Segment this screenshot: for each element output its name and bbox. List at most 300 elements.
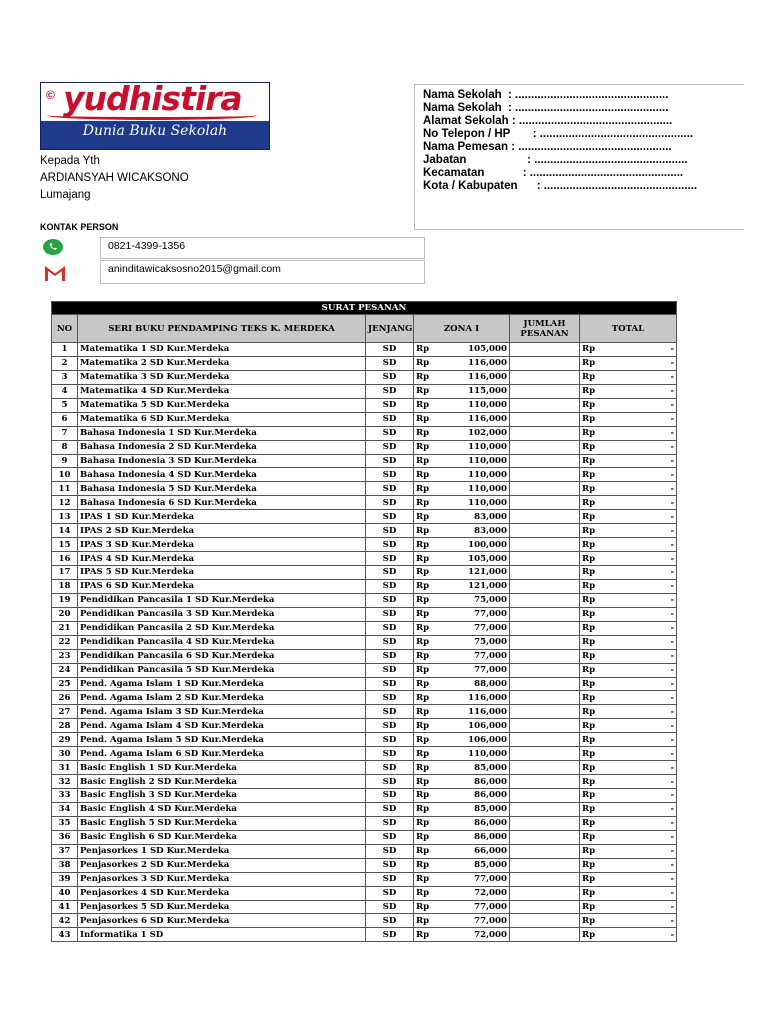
form-row-kota-kabupaten: Kota / Kabupaten : ................................................ [423, 180, 698, 192]
table-row [52, 886, 677, 900]
recipient-city: Lumajang [40, 189, 91, 201]
total-currency: Rp [582, 748, 596, 759]
total-currency: Rp [582, 511, 596, 522]
row-price [414, 343, 510, 357]
price-currency: Rp [416, 483, 430, 494]
table-row [52, 538, 677, 552]
total-value: - [670, 915, 675, 926]
row-price [414, 566, 510, 580]
total-currency: Rp [582, 706, 596, 717]
price-value: 110,000 [468, 748, 507, 759]
quantity-input[interactable] [510, 872, 580, 886]
total-currency: Rp [582, 442, 596, 453]
row-jenjang: SD [366, 593, 414, 607]
quantity-input[interactable] [510, 426, 580, 440]
row-jenjang: SD [366, 802, 414, 816]
price-currency: Rp [416, 539, 430, 550]
total-value: - [670, 539, 675, 550]
order-table-body [52, 343, 677, 942]
row-total [580, 482, 677, 496]
row-number: 39 [52, 872, 78, 886]
row-number: 7 [52, 426, 78, 440]
row-number: 37 [52, 844, 78, 858]
total-value: - [670, 609, 675, 620]
price-currency: Rp [416, 469, 430, 480]
quantity-input[interactable] [510, 593, 580, 607]
form-row-jabatan: Jabatan : ................................................ [423, 154, 688, 166]
book-title: Bahasa Indonesia 4 SD Kur.Merdeka [78, 468, 366, 482]
price-currency: Rp [416, 734, 430, 745]
total-value: - [670, 818, 675, 829]
row-jenjang: SD [366, 691, 414, 705]
table-row [52, 635, 677, 649]
row-price [414, 621, 510, 635]
row-price [414, 593, 510, 607]
total-currency: Rp [582, 539, 596, 550]
row-jenjang: SD [366, 370, 414, 384]
table-row [52, 858, 677, 872]
price-value: 83,000 [474, 511, 507, 522]
book-title: Pendidikan Pancasila 6 SD Kur.Merdeka [78, 649, 366, 663]
table-row [52, 524, 677, 538]
quantity-input[interactable] [510, 747, 580, 761]
row-price [414, 677, 510, 691]
row-jenjang: SD [366, 719, 414, 733]
row-jenjang: SD [366, 566, 414, 580]
total-value: - [670, 581, 675, 592]
row-price [414, 579, 510, 593]
price-value: 116,000 [468, 372, 507, 383]
quantity-input[interactable] [510, 412, 580, 426]
quantity-input[interactable] [510, 370, 580, 384]
row-number: 23 [52, 649, 78, 663]
price-currency: Rp [416, 414, 430, 425]
quantity-input[interactable] [510, 705, 580, 719]
table-row [52, 789, 677, 803]
row-price [414, 858, 510, 872]
total-currency: Rp [582, 428, 596, 439]
price-value: 77,000 [474, 609, 507, 620]
book-title: IPAS 6 SD Kur.Merdeka [78, 579, 366, 593]
row-total [580, 398, 677, 412]
row-number: 1 [52, 343, 78, 357]
row-price [414, 649, 510, 663]
header-series: SERI BUKU PENDAMPING TEKS K. MERDEKA [78, 315, 366, 343]
total-value: - [670, 442, 675, 453]
price-currency: Rp [416, 567, 430, 578]
table-row [52, 900, 677, 914]
total-value: - [670, 804, 675, 815]
table-row [52, 747, 677, 761]
quantity-input[interactable] [510, 775, 580, 789]
total-value: - [670, 623, 675, 634]
table-title-row [52, 302, 677, 315]
total-currency: Rp [582, 915, 596, 926]
row-number: 15 [52, 538, 78, 552]
price-currency: Rp [416, 637, 430, 648]
row-number: 27 [52, 705, 78, 719]
row-jenjang: SD [366, 886, 414, 900]
total-currency: Rp [582, 720, 596, 731]
price-value: 105,000 [468, 344, 507, 355]
row-number: 24 [52, 663, 78, 677]
total-currency: Rp [582, 665, 596, 676]
quantity-input[interactable] [510, 454, 580, 468]
book-title: Pendidikan Pancasila 4 SD Kur.Merdeka [78, 635, 366, 649]
price-value: 115,000 [468, 386, 507, 397]
quantity-input[interactable] [510, 621, 580, 635]
row-total [580, 538, 677, 552]
row-jenjang: SD [366, 496, 414, 510]
total-value: - [670, 414, 675, 425]
row-number: 3 [52, 370, 78, 384]
row-jenjang: SD [366, 426, 414, 440]
total-value: - [670, 386, 675, 397]
price-value: 102,000 [468, 428, 507, 439]
row-price [414, 747, 510, 761]
row-number: 30 [52, 747, 78, 761]
row-jenjang: SD [366, 663, 414, 677]
price-value: 77,000 [474, 665, 507, 676]
total-currency: Rp [582, 567, 596, 578]
quantity-input[interactable] [510, 663, 580, 677]
price-currency: Rp [416, 665, 430, 676]
price-value: 75,000 [474, 637, 507, 648]
total-value: - [670, 901, 675, 912]
header-total: TOTAL [580, 315, 677, 343]
quantity-input[interactable] [510, 649, 580, 663]
book-title: IPAS 1 SD Kur.Merdeka [78, 510, 366, 524]
table-row [52, 356, 677, 370]
book-title: Basic English 4 SD Kur.Merdeka [78, 802, 366, 816]
total-currency: Rp [582, 874, 596, 885]
row-number: 10 [52, 468, 78, 482]
row-number: 35 [52, 816, 78, 830]
table-row [52, 496, 677, 510]
price-currency: Rp [416, 651, 430, 662]
row-total [580, 705, 677, 719]
quantity-input[interactable] [510, 496, 580, 510]
total-currency: Rp [582, 455, 596, 466]
quantity-input[interactable] [510, 384, 580, 398]
table-row [52, 802, 677, 816]
quantity-input[interactable] [510, 886, 580, 900]
row-number: 42 [52, 914, 78, 928]
quantity-input[interactable] [510, 900, 580, 914]
table-row [52, 482, 677, 496]
row-total [580, 635, 677, 649]
quantity-input[interactable] [510, 468, 580, 482]
book-title: Pendidikan Pancasila 5 SD Kur.Merdeka [78, 663, 366, 677]
price-currency: Rp [416, 497, 430, 508]
book-title: Pend. Agama Islam 4 SD Kur.Merdeka [78, 719, 366, 733]
form-row-alamat-sekolah: Alamat Sekolah : ................................................ [423, 115, 673, 127]
book-title: Bahasa Indonesia 1 SD Kur.Merdeka [78, 426, 366, 440]
total-currency: Rp [582, 929, 596, 940]
row-jenjang: SD [366, 384, 414, 398]
price-value: 110,000 [468, 455, 507, 466]
book-title: Penjasorkes 6 SD Kur.Merdeka [78, 914, 366, 928]
price-value: 106,000 [468, 734, 507, 745]
book-title: Penjasorkes 2 SD Kur.Merdeka [78, 858, 366, 872]
price-value: 105,000 [468, 553, 507, 564]
row-price [414, 775, 510, 789]
total-value: - [670, 567, 675, 578]
quantity-input[interactable] [510, 440, 580, 454]
quantity-input[interactable] [510, 343, 580, 357]
contact-title: KONTAK PERSON [40, 222, 119, 232]
price-value: 116,000 [468, 692, 507, 703]
price-value: 110,000 [468, 400, 507, 411]
row-price [414, 552, 510, 566]
quantity-input[interactable] [510, 733, 580, 747]
row-jenjang: SD [366, 552, 414, 566]
price-value: 116,000 [468, 706, 507, 717]
total-currency: Rp [582, 888, 596, 899]
total-value: - [670, 678, 675, 689]
table-row [52, 510, 677, 524]
row-total [580, 677, 677, 691]
book-title: Bahasa Indonesia 3 SD Kur.Merdeka [78, 454, 366, 468]
row-jenjang: SD [366, 440, 414, 454]
row-total [580, 356, 677, 370]
row-price [414, 538, 510, 552]
row-jenjang: SD [366, 914, 414, 928]
total-value: - [670, 748, 675, 759]
price-value: 116,000 [468, 414, 507, 425]
table-row [52, 761, 677, 775]
row-jenjang: SD [366, 579, 414, 593]
total-value: - [670, 344, 675, 355]
row-jenjang: SD [366, 844, 414, 858]
quantity-input[interactable] [510, 579, 580, 593]
row-total [580, 816, 677, 830]
quantity-input[interactable] [510, 566, 580, 580]
price-value: 86,000 [474, 832, 507, 843]
row-price [414, 830, 510, 844]
quantity-input[interactable] [510, 761, 580, 775]
table-row [52, 775, 677, 789]
table-row [52, 691, 677, 705]
book-title: Pend. Agama Islam 6 SD Kur.Merdeka [78, 747, 366, 761]
price-value: 77,000 [474, 915, 507, 926]
price-value: 85,000 [474, 804, 507, 815]
row-jenjang: SD [366, 510, 414, 524]
total-value: - [670, 762, 675, 773]
row-price [414, 928, 510, 942]
total-value: - [670, 832, 675, 843]
price-value: 110,000 [468, 497, 507, 508]
total-value: - [670, 929, 675, 940]
row-jenjang: SD [366, 538, 414, 552]
row-number: 17 [52, 566, 78, 580]
header-zona: ZONA I [414, 315, 510, 343]
row-number: 21 [52, 621, 78, 635]
book-title: Matematika 3 SD Kur.Merdeka [78, 370, 366, 384]
row-number: 5 [52, 398, 78, 412]
total-currency: Rp [582, 553, 596, 564]
row-price [414, 872, 510, 886]
table-row [52, 677, 677, 691]
total-value: - [670, 469, 675, 480]
row-total [580, 691, 677, 705]
price-value: 86,000 [474, 776, 507, 787]
price-currency: Rp [416, 860, 430, 871]
row-number: 28 [52, 719, 78, 733]
row-number: 11 [52, 482, 78, 496]
table-header-row [52, 315, 677, 343]
quantity-input[interactable] [510, 538, 580, 552]
total-currency: Rp [582, 469, 596, 480]
price-value: 72,000 [474, 929, 507, 940]
price-currency: Rp [416, 720, 430, 731]
row-number: 18 [52, 579, 78, 593]
quantity-input[interactable] [510, 789, 580, 803]
price-currency: Rp [416, 386, 430, 397]
total-value: - [670, 874, 675, 885]
row-number: 9 [52, 454, 78, 468]
total-currency: Rp [582, 581, 596, 592]
row-total [580, 621, 677, 635]
book-title: Matematika 2 SD Kur.Merdeka [78, 356, 366, 370]
form-row-no-telepon: No Telepon / HP : ................................................ [423, 128, 694, 140]
order-table [51, 301, 677, 942]
row-total [580, 426, 677, 440]
price-currency: Rp [416, 846, 430, 857]
row-number: 12 [52, 496, 78, 510]
row-total [580, 844, 677, 858]
row-price [414, 802, 510, 816]
quantity-input[interactable] [510, 607, 580, 621]
book-title: IPAS 5 SD Kur.Merdeka [78, 566, 366, 580]
table-row [52, 579, 677, 593]
price-currency: Rp [416, 358, 430, 369]
book-title: Pend. Agama Islam 3 SD Kur.Merdeka [78, 705, 366, 719]
yudhistira-logo [40, 79, 270, 150]
quantity-input[interactable] [510, 524, 580, 538]
price-value: 88,000 [474, 678, 507, 689]
book-title: Matematika 5 SD Kur.Merdeka [78, 398, 366, 412]
book-title: Basic English 5 SD Kur.Merdeka [78, 816, 366, 830]
table-row [52, 649, 677, 663]
header-jumlah: JUMLAH PESANAN [510, 315, 580, 343]
row-total [580, 593, 677, 607]
quantity-input[interactable] [510, 928, 580, 942]
table-row [52, 928, 677, 942]
total-currency: Rp [582, 678, 596, 689]
quantity-input[interactable] [510, 552, 580, 566]
row-total [580, 343, 677, 357]
price-currency: Rp [416, 874, 430, 885]
book-title: Matematika 4 SD Kur.Merdeka [78, 384, 366, 398]
total-value: - [670, 888, 675, 899]
price-value: 86,000 [474, 818, 507, 829]
row-jenjang: SD [366, 775, 414, 789]
quantity-input[interactable] [510, 830, 580, 844]
row-jenjang: SD [366, 761, 414, 775]
row-jenjang: SD [366, 900, 414, 914]
quantity-input[interactable] [510, 677, 580, 691]
total-currency: Rp [582, 609, 596, 620]
row-jenjang: SD [366, 816, 414, 830]
row-number: 36 [52, 830, 78, 844]
price-currency: Rp [416, 525, 430, 536]
quantity-input[interactable] [510, 356, 580, 370]
row-number: 16 [52, 552, 78, 566]
price-currency: Rp [416, 581, 430, 592]
row-number: 26 [52, 691, 78, 705]
total-currency: Rp [582, 386, 596, 397]
row-total [580, 607, 677, 621]
book-title: IPAS 4 SD Kur.Merdeka [78, 552, 366, 566]
quantity-input[interactable] [510, 510, 580, 524]
total-value: - [670, 734, 675, 745]
quantity-input[interactable] [510, 816, 580, 830]
row-number: 31 [52, 761, 78, 775]
total-currency: Rp [582, 637, 596, 648]
row-total [580, 468, 677, 482]
quantity-input[interactable] [510, 914, 580, 928]
gmail-icon [44, 264, 66, 282]
row-number: 41 [52, 900, 78, 914]
quantity-input[interactable] [510, 858, 580, 872]
row-number: 33 [52, 789, 78, 803]
row-total [580, 775, 677, 789]
row-price [414, 914, 510, 928]
total-value: - [670, 358, 675, 369]
quantity-input[interactable] [510, 844, 580, 858]
book-title: Basic English 1 SD Kur.Merdeka [78, 761, 366, 775]
row-number: 38 [52, 858, 78, 872]
row-price [414, 691, 510, 705]
price-value: 83,000 [474, 525, 507, 536]
row-jenjang: SD [366, 733, 414, 747]
quantity-input[interactable] [510, 482, 580, 496]
row-price [414, 482, 510, 496]
row-price [414, 426, 510, 440]
row-jenjang: SD [366, 928, 414, 942]
row-number: 29 [52, 733, 78, 747]
row-price [414, 635, 510, 649]
total-value: - [670, 651, 675, 662]
price-value: 72,000 [474, 888, 507, 899]
row-total [580, 761, 677, 775]
total-value: - [670, 595, 675, 606]
quantity-input[interactable] [510, 719, 580, 733]
total-currency: Rp [582, 762, 596, 773]
total-currency: Rp [582, 358, 596, 369]
quantity-input[interactable] [510, 635, 580, 649]
price-value: 85,000 [474, 860, 507, 871]
price-value: 75,000 [474, 595, 507, 606]
total-value: - [670, 400, 675, 411]
logo-brand-name: yudhistira [63, 79, 242, 118]
total-value: - [670, 553, 675, 564]
row-number: 40 [52, 886, 78, 900]
row-total [580, 733, 677, 747]
total-value: - [670, 706, 675, 717]
row-number: 19 [52, 593, 78, 607]
row-total [580, 649, 677, 663]
quantity-input[interactable] [510, 802, 580, 816]
price-value: 85,000 [474, 762, 507, 773]
book-title: Pendidikan Pancasila 3 SD Kur.Merdeka [78, 607, 366, 621]
quantity-input[interactable] [510, 398, 580, 412]
book-title: Pend. Agama Islam 1 SD Kur.Merdeka [78, 677, 366, 691]
quantity-input[interactable] [510, 691, 580, 705]
total-currency: Rp [582, 901, 596, 912]
total-currency: Rp [582, 400, 596, 411]
